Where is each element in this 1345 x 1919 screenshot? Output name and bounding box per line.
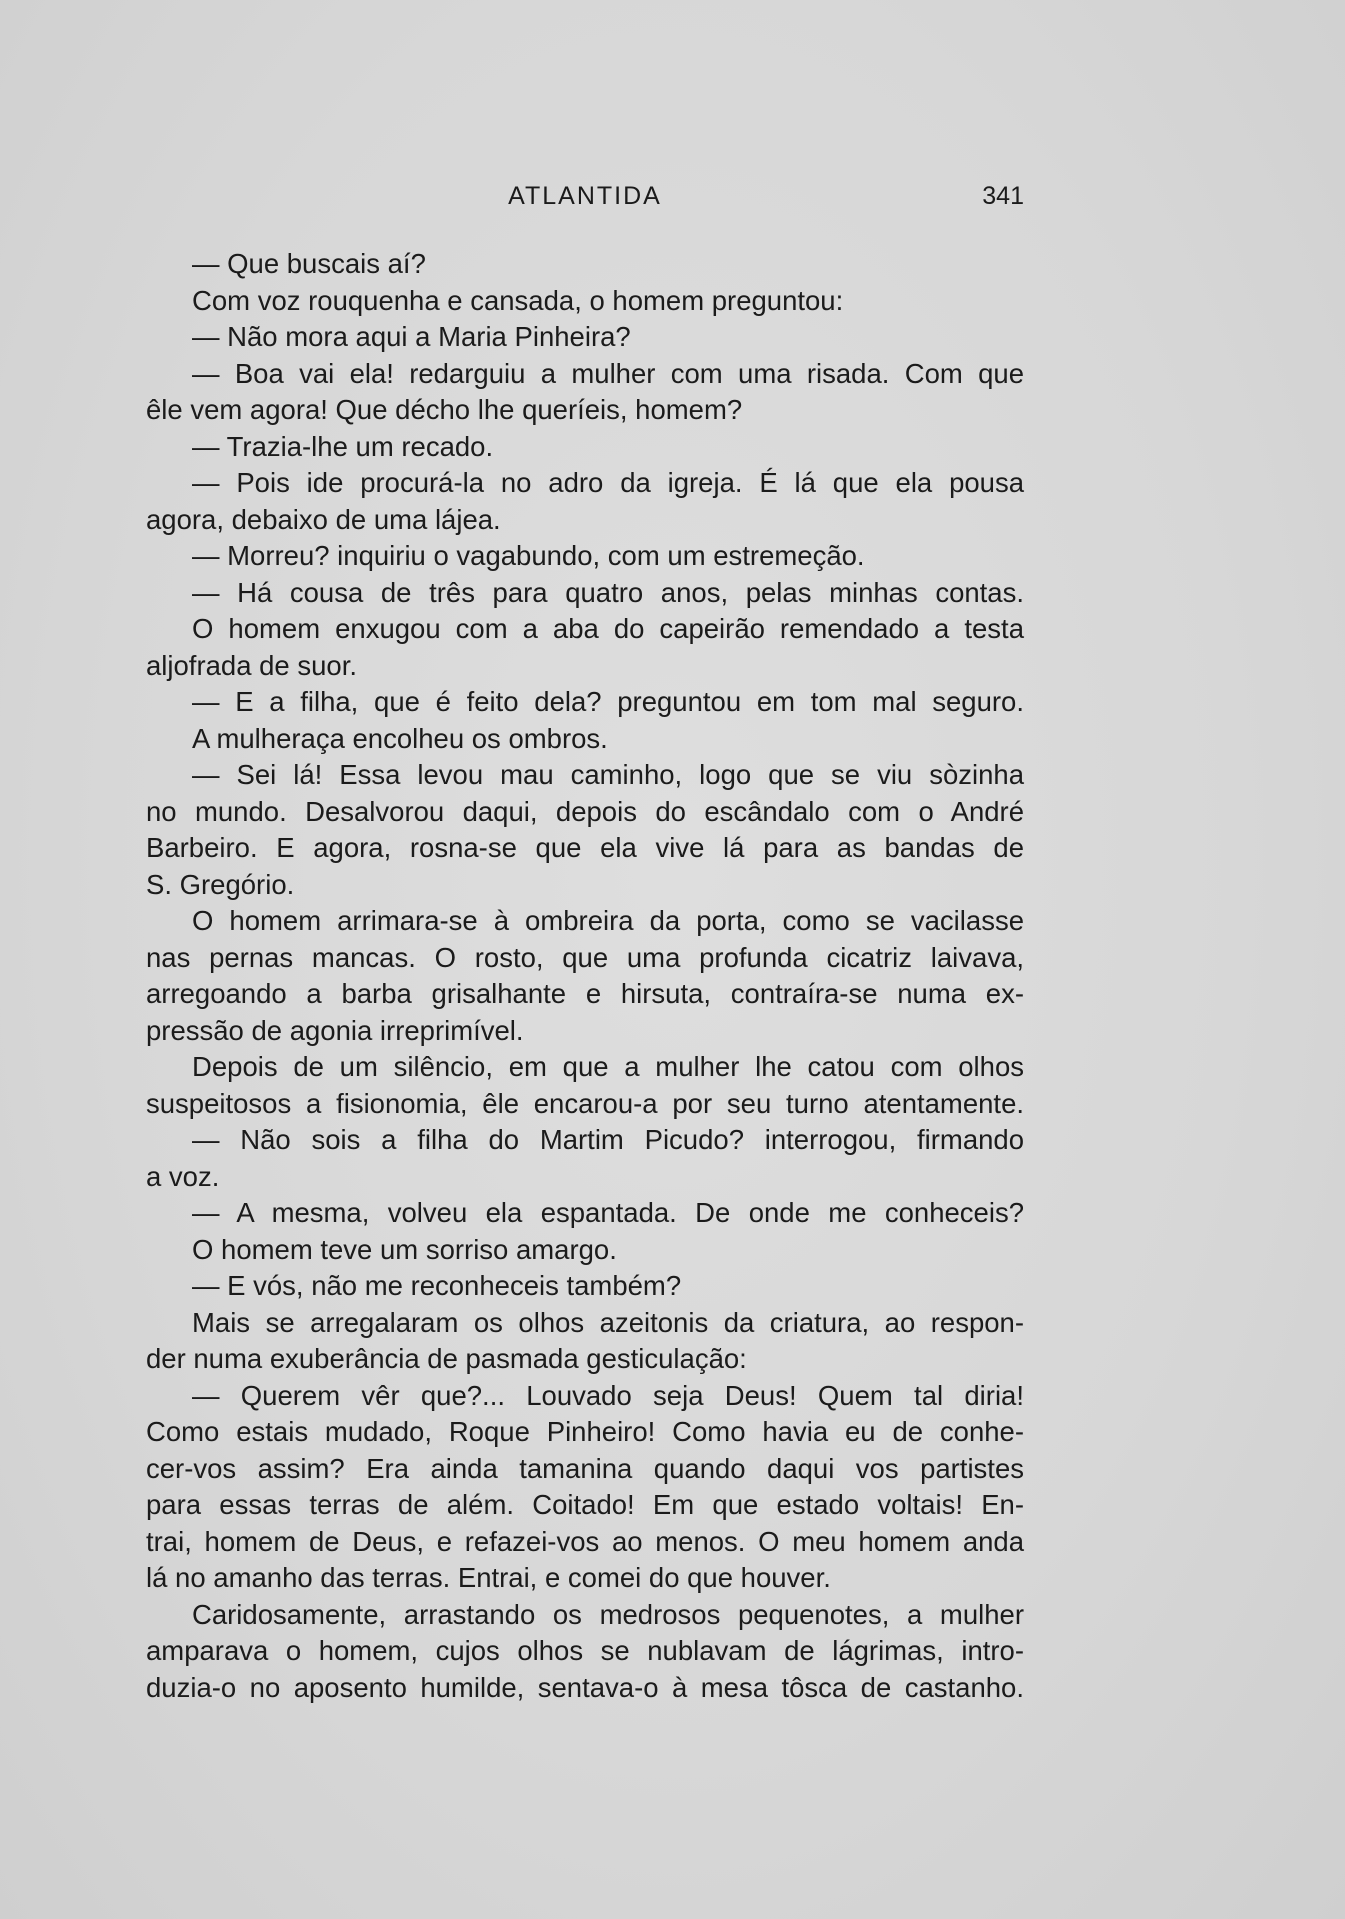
running-head — [146, 178, 1024, 214]
text-line: — Querem vêr que?... Louvado seja Deus! Quem tal diria! — [192, 1379, 1024, 1411]
text-line: S. Gregório. — [146, 868, 295, 900]
text-line: arregoando a barba grisalhante e hirsuta, contraíra-se numa ex- — [146, 978, 1024, 1009]
running-title: ATLANTIDA — [508, 182, 662, 210]
text-line: a voz. — [146, 1160, 220, 1192]
text-line: — Não mora aqui a Maria Pinheira? — [192, 321, 631, 352]
text-line: O homem enxugou com a aba do capeirão remendado a testa — [192, 613, 1024, 644]
text-line: suspeitosos a fisionomia, êle encarou-a por seu turno atentamente. — [146, 1087, 1024, 1119]
text-line: — Boa vai ela! redarguiu a mulher com uma risada. Com que — [192, 357, 1024, 389]
text-line: Barbeiro. E agora, rosna-se que ela vive lá para as bandas de — [146, 832, 1024, 863]
body-text — [146, 246, 1024, 1706]
text-line: pressão de agonia irreprimível. — [146, 1014, 524, 1046]
text-line: lá no amanho das terras. Entrai, e comei do que houver. — [146, 1562, 831, 1593]
page-number: 341 — [982, 182, 1024, 210]
text-line: agora, debaixo de uma lájea. — [146, 503, 501, 535]
text-line: — E vós, não me reconheceis também? — [192, 1270, 682, 1301]
text-line: Como estais mudado, Roque Pinheiro! Como havia eu de conhe- — [146, 1416, 1024, 1447]
text-line: Com voz rouquenha e cansada, o homem preguntou: — [192, 284, 844, 316]
text-line: para essas terras de além. Coitado! Em que estado voltais! En- — [146, 1489, 1024, 1520]
text-line: cer-vos assim? Era ainda tamanina quando daqui vos partistes — [146, 1452, 1024, 1484]
text-line: — Pois ide procurá-la no adro da igreja. É lá que ela pousa — [192, 467, 1024, 498]
text-line: — Sei lá! Essa levou mau caminho, logo que se viu sòzinha — [192, 759, 1024, 790]
text-line: aljofrada de suor. — [146, 649, 357, 681]
text-line: no mundo. Desalvorou daqui, depois do escândalo com o André — [146, 795, 1024, 827]
text-line: Depois de um silêncio, em que a mulher lhe catou com olhos — [192, 1051, 1024, 1082]
text-line: A mulheraça encolheu os ombros. — [192, 722, 608, 754]
text-line: — Há cousa de três para quatro anos, pelas minhas contas. — [192, 576, 1024, 608]
text-line: êle vem agora! Que décho lhe queríeis, homem? — [146, 394, 743, 425]
text-line: duzia-o no aposento humilde, sentava-o à mesa tôsca de castanho. — [146, 1671, 1024, 1703]
text-line: Caridosamente, arrastando os medrosos pequenotes, a mulher — [192, 1598, 1024, 1630]
text-line: — Trazia-lhe um recado. — [192, 430, 494, 462]
text-line: Mais se arregalaram os olhos azeitonis da criatura, ao respon- — [192, 1306, 1024, 1338]
text-line: — Que buscais aí? — [192, 248, 426, 279]
text-line: amparava o homem, cujos olhos se nublavam de lágrimas, intro- — [146, 1635, 1024, 1666]
text-line: der numa exuberância de pasmada gesticulação: — [146, 1343, 747, 1374]
text-line: — E a filha, que é feito dela? preguntou em tom mal seguro. — [192, 686, 1024, 717]
text-line: — Não sois a filha do Martim Picudo? interrogou, firmando — [192, 1124, 1024, 1155]
text-line: nas pernas mancas. O rosto, que uma profunda cicatriz laivava, — [146, 941, 1024, 973]
text-line: O homem arrimara-se à ombreira da porta, como se vacilasse — [192, 905, 1024, 936]
text-line: — A mesma, volveu ela espantada. De onde me conheceis? — [192, 1197, 1024, 1228]
text-line: — Morreu? inquiriu o vagabundo, com um estremeção. — [192, 540, 865, 571]
text-line: trai, homem de Deus, e refazei-vos ao menos. O meu homem anda — [146, 1525, 1024, 1557]
text-line: O homem teve um sorriso amargo. — [192, 1233, 617, 1265]
